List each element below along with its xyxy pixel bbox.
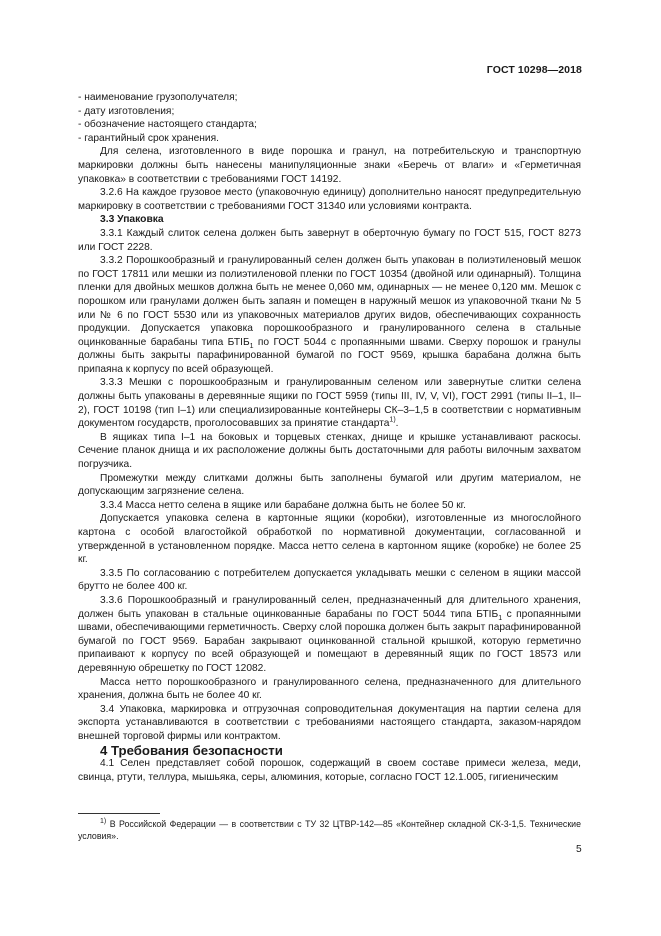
document-code-header: ГОСТ 10298—2018 <box>486 64 582 76</box>
footnote-divider <box>78 813 160 814</box>
subscript: 1 <box>249 342 254 350</box>
list-item: - наименование грузополучателя; <box>78 92 238 103</box>
subscript: 1 <box>498 614 503 622</box>
paragraph-gaps: Промежутки между слитками должны быть заполнены бумагой или другим материалом, не допускающим загрязнение селена. <box>78 472 581 498</box>
subsection-heading-3-3: 3.3 Упаковка <box>100 214 164 226</box>
paragraph-3-4: 3.4 Упаковка, маркировка и отгрузочная сопроводительная документация на партии селена для экспорта устанавливаются в соответствии с требованиями настоящего стандарта, заказом-нарядом внешней торговой фирмы или контрактом. <box>78 703 581 742</box>
paragraph-3-3-2: 3.3.2 Порошкообразный и гранулированный селен должен быть упакован в полиэтиленовый мешок по ГОСТ 17811 или мешки из полиэтиленовой пленки по ГОСТ 10354 (двойной или одинарный). Толщина пленки для двойных мешков должна быть не менее 0,060 мм, одинарных — не менее 0,120 мм. Мешок с порошком или гранулами должен быть запаян и помещен в наружный мешок из упаковочной ткани № 5 или № 6 по ГОСТ 5530 или из упаковочных материалов других видов, обеспечивающих сохранность продукции. Допускается упаковка порошкообразного и гранулированного селена в стальные оцинкованные барабаны типа $БТІБ_1$ по ГОСТ 5044 с пропаянными швами. Сверху порошок и гранулы должны быть закрыты парафинированной бумагой по ГОСТ 9569, крышка барабана должна быть припаяна к корпусу по всей образующей. <box>78 255 581 375</box>
paragraph-4-1: 4.1 Селен представляет собой порошок, содержащий в своем составе примеси железа, меди, свинца, ртути, теллура, мышьяка, серы, алюминия, которые, согласно ГОСТ 12.1.005, гигиеническим <box>78 758 581 783</box>
paragraph-cardboard: Допускается упаковка селена в картонные ящики (коробки), изготовленные из многослойного картона с особой влагостойкой обработкой по нормативной документации, согласованной и утвержденной в установленном порядке. Масса нетто селена в картонном ящике (коробке) не более 25 кг. <box>78 513 581 566</box>
footnote-text: В Российской Федерации — в соответствии с ТУ 32 ЦТВР-142—85 «Контейнер складной СК-3-1,5. Технические условия». <box>78 819 581 841</box>
page-number: 5 <box>576 844 582 855</box>
list-item: - обозначение настоящего стандарта; <box>78 119 257 131</box>
paragraph-3-3-4: 3.3.4 Масса нетто селена в ящике или барабане должна быть не более 50 кг. <box>100 499 466 511</box>
paragraph-3-2-6: 3.2.6 На каждое грузовое место (упаковочную единицу) дополнительно наносят предупредительную маркировку в соответствии с требованиями ГОСТ 31340 или условиями контракта. <box>78 187 581 212</box>
section-heading-4: 4 Требования безопасности <box>100 742 283 758</box>
paragraph-3-3-3: 3.3.3 Мешки с порошкообразным и гранулированным селеном или завернутые слитки селена должны быть упакованы в деревянные ящики по ГОСТ 5959 (типы III, IV, V, VI), ГОСТ 2991 (типы II–1, II–2), ГОСТ 10198 (тип I–1) или специализированные контейнеры СК–3–1,5 в соответствии с нормативным документом государств, проголосовавших за принятие стандарта$^{1)}$. <box>78 377 581 430</box>
paragraph-boxes: В ящиках типа I–1 на боковых и торцевых стенках, днище и крышке устанавливают раскосы. Сечение планок днища и их расположение должны быть достаточными для работы вилочным захватом погрузчика. <box>78 431 581 471</box>
document-body <box>78 91 581 784</box>
list-item: - гарантийный срок хранения. <box>78 132 219 144</box>
paragraph-mass-long-storage: Масса нетто порошкообразного и гранулированного селена, предназначенного для длительного хранения, должна быть не более 40 кг. <box>78 676 581 702</box>
footnote-mark: 1) <box>100 818 107 826</box>
footnote <box>78 818 581 842</box>
paragraph-3-3-1: 3.3.1 Каждый слиток селена должен быть завернут в оберточную бумагу по ГОСТ 515, ГОСТ 8273 или ГОСТ 2228. <box>78 227 581 253</box>
paragraph-3-3-5: 3.3.5 По согласованию с потребителем допускается укладывать мешки с селеном в ящики массой брутто не более 400 кг. <box>78 567 581 593</box>
paragraph-selenium-marking: Для селена, изготовленного в виде порошка и гранул, на потребительскую и транспортную маркировки должны быть нанесены манипуляционные знаки «Беречь от влаги» и «Герметичная упаковка» в соответствии с требованиями ГОСТ 14192. <box>78 146 581 185</box>
paragraph-3-3-6: 3.3.6 Порошкообразный и гранулированный селен, предназначенный для длительного хранения, должен быть упакован в стальные оцинкованные барабаны по ГОСТ 5044 типа $БТІБ_1$ с пропаянными швами, обеспечивающими герметичность. Сверху слой порошка должен быть закрыт парафинированной бумагой по ГОСТ 9569. Барабан закрывают оцинкованной стальной крышкой, которую герметично припаивают к корпусу по всей образующей и помещают в деревянный ящик по ГОСТ 18573 или деревянную обрешетку по ГОСТ 12082. <box>78 594 581 674</box>
footnote-ref[interactable]: 1) <box>389 416 396 424</box>
list-item: - дату изготовления; <box>78 105 175 117</box>
